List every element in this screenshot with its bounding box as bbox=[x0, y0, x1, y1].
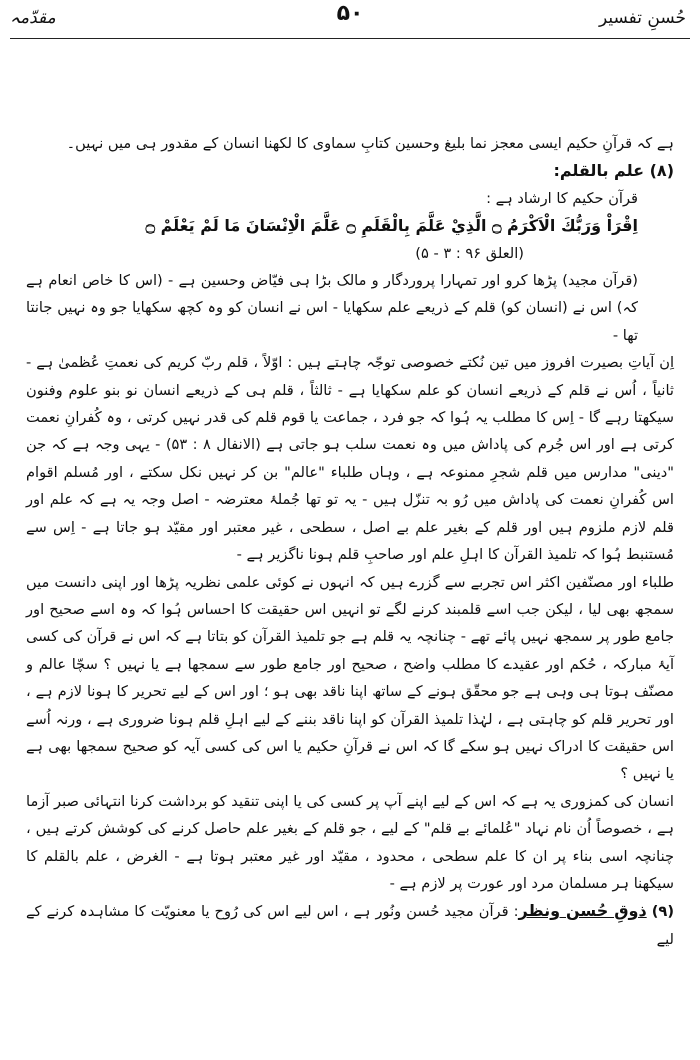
section-number: (۸) bbox=[649, 161, 674, 181]
paragraph-human-weakness: انسان کی کمزوری یہ ہے کہ اس کے لیے اپنے آپ پر کسی کی یا اپنی تنقید کو برداشت کرنا انتہائی صبر آزما ہے ، خصوصاً اُن نام نہاد "عُلمائے بے قلم" کے لیے ، جو قلم کے بغیر علم حاصل کرنے کی کوشش کرتے ہیں ، چنانچہ اسی بناء پر ان کا علم سطحی ، محدود ، مقیّد اور غیر معتبر ہوتا ہے - الغرض ، علم بالقلم کا سیکھنا ہر مسلمان مرد اور عورت پر لازم ہے - bbox=[26, 792, 674, 892]
section-title-9: ذوقِ حُسن ونظر bbox=[518, 901, 647, 921]
section-title: علم بالقلم: bbox=[553, 161, 645, 181]
header-book-title: حُسنِ تفسیر bbox=[598, 8, 686, 28]
section-heading-8 bbox=[26, 157, 674, 184]
quran-verse: اِقْرَاْ وَرَبُّكَ الْاَكْرَمُ ۝ الَّذِيْ عَلَّمَ بِالْقَلَمِ ۝ عَلَّمَ الْاِنْسَانَ مَا لَمْ يَعْلَمْ ۝ bbox=[145, 216, 638, 236]
paragraph-three-points: اِن آیاتِ بصیرت افروز میں تین نُکتے خصوصی توجّہ چاہتے ہیں : اوّلاً ، قلم ربّ کریم کی نعمتِ عُظمیٰ ہے - ثانیاً ، اُس نے قلم کے ذریعے انسان کو علم سکھایا ہے - ثالثاً ، قلم ہی کے ذریعے انسان نو بنو علوم وفنون سیکھتا رہے گا - اِس کا مطلب یہ ہُوا کہ جو فرد ، جماعت یا قوم قلم کی قدر نہیں کرتی ، وہ کُفرانِ نعمت کرتی ہے اور اس جُرم کی پاداش میں وہ نعمت سلب ہو جاتی ہے (الانفال ۸ : ۵۳) - یہی وجہ ہے کہ جن "دینی" مدارس میں قلم شجرِ ممنوعہ ہے ، وہاں طلباء "عالم" بن کر نہیں نکل سکتے ، اور مُسلم اقوام اس کُفرانِ نعمت کی پاداش میں رُو بہ تنزّل ہیں - یہ تو تھا جُملۂ معترضہ - اصل وجہ یہ ہے کہ علم اور قلم لازم ملزوم ہیں اور قلم کے بغیر علم بے اصل ، سطحی ، غیر معتبر اور مقیّد ہو جاتا ہے - اِس سے مُستنبط ہُوا کہ تلمیذ القرآن کا اہلِ علم اور صاحبِ قلم ہونا ناگزیر ہے - bbox=[26, 354, 674, 564]
header-divider bbox=[10, 38, 690, 39]
paragraph-intro: ہے کہ قرآنِ حکیم ایسی معجز نما بلیغ وحسین کتابِ سماوی کا لکھنا انسان کے مقدور ہی میں نہیں۔ bbox=[66, 135, 674, 152]
header-section-label: مقدّمہ bbox=[10, 8, 56, 28]
paragraph-translation: (قرآن مجید) پڑھا کرو اور تمہارا پروردگار و مالک بڑا ہی فیّاض وحسین ہے - (اس کا خاص انعام ہے کہ) اس نے (انسان کو) قلم کے ذریعے علم سکھایا - اس نے انسان کو وہ کچھ سکھایا جو وہ نہیں جانتا تھا - bbox=[26, 272, 638, 344]
page-number: ۵۰ bbox=[336, 1, 364, 26]
section-heading-9: (۹) ذوقِ حُسن ونظر: قرآن مجید حُسن ونُور ہے ، اس لیے اس کی رُوح یا معنویّت کا مشاہدہ کرنے کے لیے bbox=[26, 901, 675, 948]
main-text bbox=[26, 130, 674, 953]
paragraph-students: طلباء اور مصنّفین اکثر اس تجربے سے گزرے ہیں کہ انہوں نے کوئی علمی نظریہ پڑھا اور اپنی دانست میں سمجھ بھی لیا ، لیکن جب اسے قلمبند کرنے لگے تو انہیں اس حقیقت کا احساس ہُوا کہ وہ اسے صحیح اور جامع طور پر سمجھ نہیں پائے تھے - چنانچہ یہ قلم ہے جو تلمیذ القرآن کو بتاتا ہے کہ اس نے قرآن کی کسی آیۂ مبارکہ ، حُکم اور عقیدے کا مطلب واضح ، صحیح اور جامع طور سے سمجھا ہے یا نہیں ؟ سچّا عالم و مصنّف ہوتا ہی وہی ہے جو محقّق ہونے کے ساتھ اپنا ناقد بھی ہو ؛ اور اس کے لیے تحریر کا ہونا لازم ہے ، اور تحریر قلم کو چاہتی ہے ، لہٰذا تلمیذ القرآن کو اپنا ناقد بننے کے لیے اہلِ قلم ہونا ضروری ہے ، ورنہ اُسے اس حقیقت کا ادراک نہیں ہو سکے گا کہ اس نے قرآنِ حکیم یا اس کی کسی آیہ کو صحیح سمجھا بھی ہے یا نہیں ؟ bbox=[26, 573, 674, 783]
section-9-text: قرآن مجید حُسن ونُور ہے ، اس لیے اس کی رُوح یا معنویّت کا مشاہدہ کرنے کے لیے bbox=[26, 903, 674, 948]
verse-reference: (العلق ۹۶ : ۳ - ۵) bbox=[415, 244, 524, 262]
section-number-9: (۹) bbox=[651, 903, 675, 921]
paragraph-quran-says: قرآن حکیم کا ارشاد ہے : bbox=[486, 189, 638, 207]
